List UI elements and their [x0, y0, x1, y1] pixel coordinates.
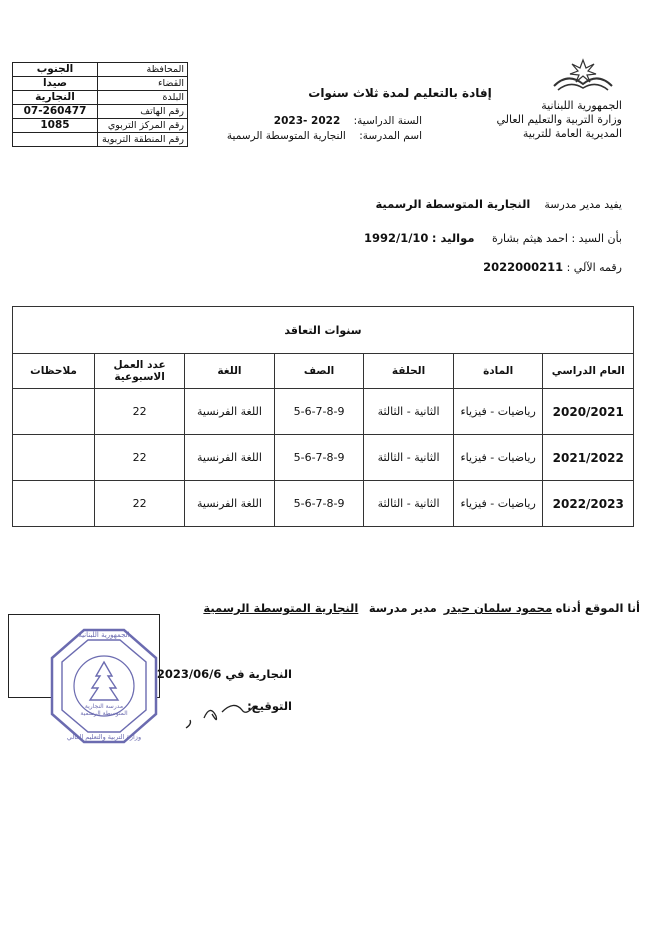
- info-value: الجنوب: [13, 63, 98, 77]
- director-statement: [375, 197, 622, 211]
- table-cell: الثانية - الثالثة: [364, 389, 454, 435]
- document-title: إفادة بالتعليم لمدة ثلاث سنوات: [308, 86, 492, 100]
- school-name-value: النجارية المتوسطة الرسمية: [226, 130, 346, 142]
- table-cell: رياضيات - فيزياء: [453, 435, 543, 481]
- republic-name: الجمهورية اللبنانية: [541, 99, 622, 112]
- statement-prefix: أنا الموقع أدناه: [555, 601, 640, 615]
- table-header-cell: المادة: [453, 354, 543, 389]
- table-cell: [13, 435, 95, 481]
- table-header-cell: ملاحظات: [13, 354, 95, 389]
- info-value: 1085: [13, 119, 98, 133]
- table-header-cell: الصف: [274, 354, 363, 389]
- table-cell: 5-6-7-8-9: [274, 481, 363, 527]
- info-value: 07-260477: [13, 105, 98, 119]
- table-cell: اللغة الفرنسية: [185, 389, 275, 435]
- stamp-bottom-text: وزارة التربية والتعليم العالي: [66, 733, 142, 741]
- info-value: [13, 133, 98, 147]
- table-cell: رياضيات - فيزياء: [453, 389, 543, 435]
- table-cell: [13, 481, 95, 527]
- id-value: 2022000211: [483, 260, 564, 274]
- table-row: [13, 481, 634, 527]
- table-row: [13, 435, 634, 481]
- stamp-inner-1: مدرسة النجارية: [84, 703, 124, 710]
- table-cell: رياضيات - فيزياء: [453, 481, 543, 527]
- directorate-name: المديرية العامة للتربية: [522, 127, 622, 140]
- stamp-top-text: الجمهورية اللبنانية: [78, 631, 130, 639]
- mr-label: بأن السيد :: [571, 232, 622, 245]
- ministry-name: وزارة التربية والتعليم العالي: [496, 113, 622, 126]
- signer-role: مدير مدرسة: [368, 601, 437, 615]
- info-label: القضاء: [98, 77, 188, 91]
- person-name: احمد هيثم بشارة: [491, 232, 568, 245]
- signature-label: التوقيع:: [247, 699, 292, 713]
- school-name-label: اسم المدرسة:: [359, 130, 422, 142]
- info-row: [13, 119, 188, 133]
- table-cell: 22: [95, 481, 185, 527]
- table-cell: 2021/2022: [543, 435, 634, 481]
- table-header-cell: عدد العمل الاسبوعية: [95, 354, 185, 389]
- academic-year-value: 2022 -2023: [273, 115, 341, 127]
- table-cell: اللغة الفرنسية: [185, 435, 275, 481]
- signer-name: محمود سلمان حيدر: [443, 601, 553, 615]
- table-row: [13, 389, 634, 435]
- table-cell: 2020/2021: [543, 389, 634, 435]
- stamp-inner-2: المتوسطة الرسمية: [80, 710, 128, 717]
- place-date-text: النجارية في 2023/06/6: [156, 667, 292, 681]
- info-row: [13, 91, 188, 105]
- contract-years-table: [12, 306, 634, 527]
- director-prefix: يفيد مدير مدرسة: [544, 198, 622, 211]
- table-cell: 5-6-7-8-9: [274, 435, 363, 481]
- info-row: [13, 105, 188, 119]
- table-cell: 2022/2023: [543, 481, 634, 527]
- table-cell: الثانية - الثالثة: [364, 435, 454, 481]
- table-header-cell: اللغة: [185, 354, 275, 389]
- place-date: [157, 667, 292, 681]
- table-header-cell: الحلقة: [364, 354, 454, 389]
- ministry-header: [496, 99, 622, 141]
- table-cell: الثانية - الثالثة: [364, 481, 454, 527]
- person-line: [364, 231, 622, 245]
- info-label: رقم المركز التربوي: [98, 119, 188, 133]
- table-cell: 22: [95, 435, 185, 481]
- table-cell: [13, 389, 95, 435]
- signer-statement: [203, 601, 640, 615]
- table-header-cell: العام الدراسي: [543, 354, 634, 389]
- school-info-box: [12, 62, 188, 147]
- info-value: صيدا: [13, 77, 98, 91]
- born-value: 1992/1/10: [364, 231, 429, 245]
- born-label: مواليد :: [431, 231, 475, 245]
- table-caption: سنوات التعاقد: [13, 307, 634, 354]
- info-row: [13, 77, 188, 91]
- info-label: البلدة: [98, 91, 188, 105]
- info-value: النجارية: [13, 91, 98, 105]
- info-row: [13, 133, 188, 147]
- id-label: رقمه الآلي :: [566, 261, 622, 274]
- table-cell: 22: [95, 389, 185, 435]
- table-cell: 5-6-7-8-9: [274, 389, 363, 435]
- id-line: [483, 260, 622, 274]
- info-row: [13, 63, 188, 77]
- info-label: المحافظة: [98, 63, 188, 77]
- academic-year-label: السنة الدراسية:: [353, 115, 422, 127]
- official-stamp-icon: [48, 626, 160, 746]
- ministry-logo-icon: [548, 58, 618, 98]
- school-name-line: [227, 130, 422, 142]
- info-label: رقم الهاتف: [98, 105, 188, 119]
- info-label: رقم المنطقة التربوية: [98, 133, 188, 147]
- table-cell: اللغة الفرنسية: [185, 481, 275, 527]
- academic-year-line: [274, 115, 422, 127]
- signer-school: النجارية المتوسطة الرسمية: [203, 601, 359, 615]
- handwritten-signature: [182, 694, 262, 734]
- director-school: النجارية المتوسطة الرسمية: [375, 197, 531, 211]
